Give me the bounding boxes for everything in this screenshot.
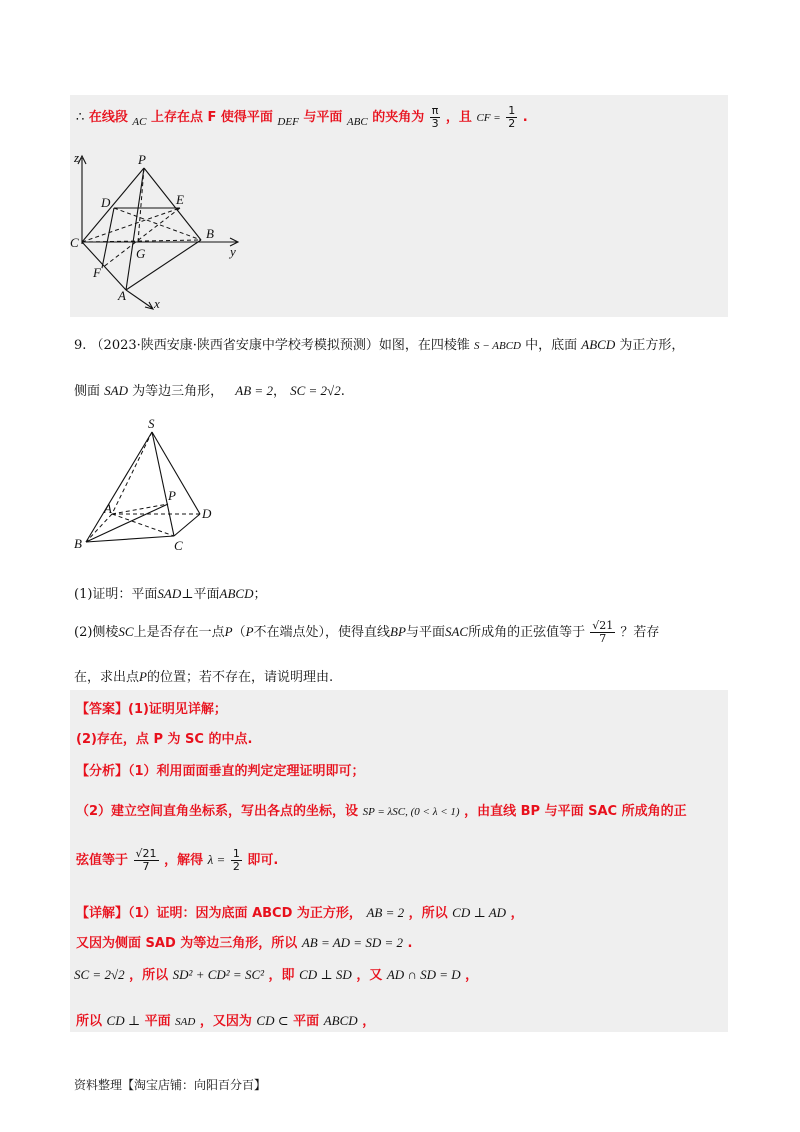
- analysis-1: 【分析】（1）利用面面垂直的判定定理证明即可；: [76, 764, 365, 779]
- label-B: B: [206, 226, 214, 241]
- detail-4: 所以 CD ⊥ 平面 SAD ，又因为 CD ⊂ 平面 ABCD ，: [76, 1013, 376, 1029]
- question-2: (2)侧棱SC上是否存在一点P（P不在端点处），使得直线BP与平面SAC所成角的正弦值等于 $\frac{√21}{7}$ ？若存: [74, 619, 660, 645]
- label-D2: D: [202, 506, 212, 521]
- label-B2: B: [74, 536, 82, 551]
- bp-edge: [86, 504, 168, 542]
- answer-box: [70, 690, 728, 1032]
- label-G: G: [136, 246, 146, 261]
- answer-2: (2)存在，点 P 为 SC 的中点.: [76, 732, 253, 747]
- label-P2: P: [168, 488, 176, 503]
- sb-edge: [86, 432, 152, 542]
- analysis-3: 弦值等于 $\frac{√21}{7}$ ，解得 λ = $\frac{1}{2}$ 即可.: [76, 847, 279, 873]
- detail-2: 又因为侧面 SAD 为等边三角形，所以 AB = AD = SD = 2 .: [76, 935, 413, 951]
- label-F: F: [93, 265, 101, 280]
- label-A: A: [118, 288, 126, 303]
- analysis-2: （2）建立空间直角坐标系，写出各点的坐标，设 SP = λSC, (0 < λ < 1) ，由直线 BP 与平面 SAC 所成角的正: [76, 804, 687, 819]
- label-x: x: [154, 296, 160, 310]
- cd-edge: [174, 514, 200, 536]
- df-edge: [102, 208, 114, 268]
- bc-edge: [86, 536, 174, 542]
- ac-dashed: [112, 514, 174, 536]
- label-P: P: [138, 152, 146, 167]
- sa-dashed: [112, 432, 152, 514]
- detail-1: 【详解】（1）证明：因为底面 ABCD 为正方形， AB = 2 ，所以 CD ⊥ AD ，: [76, 905, 524, 921]
- label-E: E: [176, 192, 184, 207]
- problem-line-2: 侧面 SAD 为等边三角形， AB = 2， SC = 2√2.: [74, 383, 345, 399]
- ab-dashed: [86, 514, 112, 542]
- figure-problem-pyramid: [70, 418, 230, 558]
- x-axis: [126, 290, 152, 308]
- sc-edge: [152, 432, 174, 536]
- ap-dashed: [112, 504, 168, 514]
- label-C2: C: [174, 538, 183, 553]
- label-C: C: [70, 235, 79, 250]
- label-S: S: [148, 418, 155, 431]
- label-y: y: [230, 244, 236, 259]
- label-A2: A: [104, 501, 112, 516]
- sd-edge: [152, 432, 200, 514]
- problem-line-1: 9. （2023·陕西安康·陕西省安康中学校考模拟预测）如图，在四棱锥 S − ABCD 中，底面 ABCD 为正方形，: [74, 337, 685, 353]
- pb-edge: [144, 168, 201, 240]
- ac-edge: [82, 242, 126, 290]
- label-z: z: [74, 150, 80, 165]
- figure-prev-pyramid: [68, 150, 268, 310]
- prev-conclusion: ∴ 在线段 $_{AC}$ 上存在点 F 使得平面 $_{DEF}$ 与平面 $_{ABC}$ 的夹角为 $\frac{\pi}{3}$ ，且 CF = $\frac{1}{2}$ .: [76, 104, 528, 130]
- answer-1: 【答案】(1)证明见详解；: [76, 702, 227, 717]
- label-D: D: [101, 195, 111, 210]
- question-2-cont: 在，求出点P的位置；若不存在，请说明理由.: [74, 669, 334, 685]
- question-1: (1)证明：平面SAD⊥平面ABCD；: [74, 586, 267, 602]
- footer-source: 资料整理【淘宝店铺：向阳百分百】: [74, 1078, 267, 1092]
- detail-3: SC = 2√2 ，所以 SD² + CD² = SC² ，即 CD ⊥ SD ，又 AD ∩ SD = D ，: [74, 967, 479, 983]
